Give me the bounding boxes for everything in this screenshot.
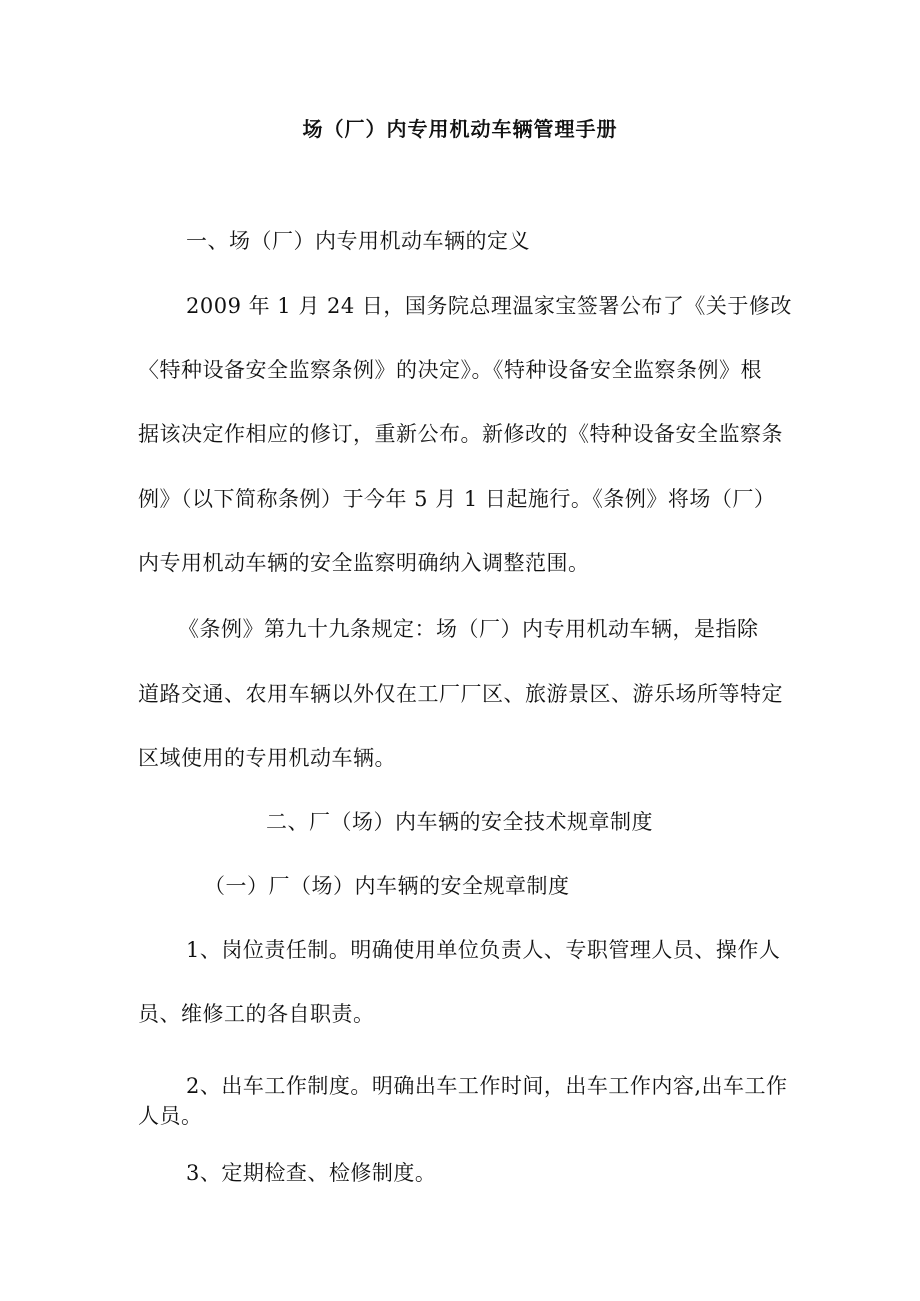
- section1-heading: 一、场（厂）内专用机动车辆的定义: [186, 229, 530, 253]
- item3-line: 3、定期检查、检修制度。: [186, 1161, 437, 1185]
- section2-heading: 二、厂（场）内车辆的安全技术规章制度: [266, 810, 653, 834]
- para2-line-3: 区域使用的专用机动车辆。: [138, 746, 396, 770]
- para1-line-1: 2009 年 1 月 24 日，国务院总理温家宝签署公布了《关于修改: [186, 294, 792, 318]
- para1-line-4: 例》（以下简称条例）于今年 5 月 1 日起施行。《条例》将场（厂）: [138, 487, 776, 511]
- para2-line-1: 《条例》第九十九条规定：场（厂）内专用机动车辆，是指除: [178, 617, 759, 641]
- section2-subheading: （一）厂（场）内车辆的安全规章制度: [204, 874, 570, 898]
- para1-line-5: 内专用机动车辆的安全监察明确纳入调整范围。: [138, 551, 590, 575]
- document-title: 场（厂）内专用机动车辆管理手册: [302, 117, 618, 141]
- item1-line-1: 1、岗位责任制。明确使用单位负责人、专职管理人员、操作人: [186, 938, 781, 962]
- para1-line-3: 据该决定作相应的修订，重新公布。新修改的《特种设备安全监察条: [138, 422, 783, 446]
- item1-line-2: 员、维修工的各自职责。: [138, 1002, 375, 1026]
- para2-line-2: 道路交通、农用车辆以外仅在工厂厂区、旅游景区、游乐场所等特定: [138, 682, 783, 706]
- item2-line-1: 2、出车工作制度。明确出车工作时间，出车工作内容,出车工作: [186, 1074, 788, 1098]
- item2-line-2: 人员。: [138, 1104, 203, 1128]
- para1-line-2: 〈特种设备安全监察条例》的决定》。《特种设备安全监察条例》根: [138, 358, 762, 382]
